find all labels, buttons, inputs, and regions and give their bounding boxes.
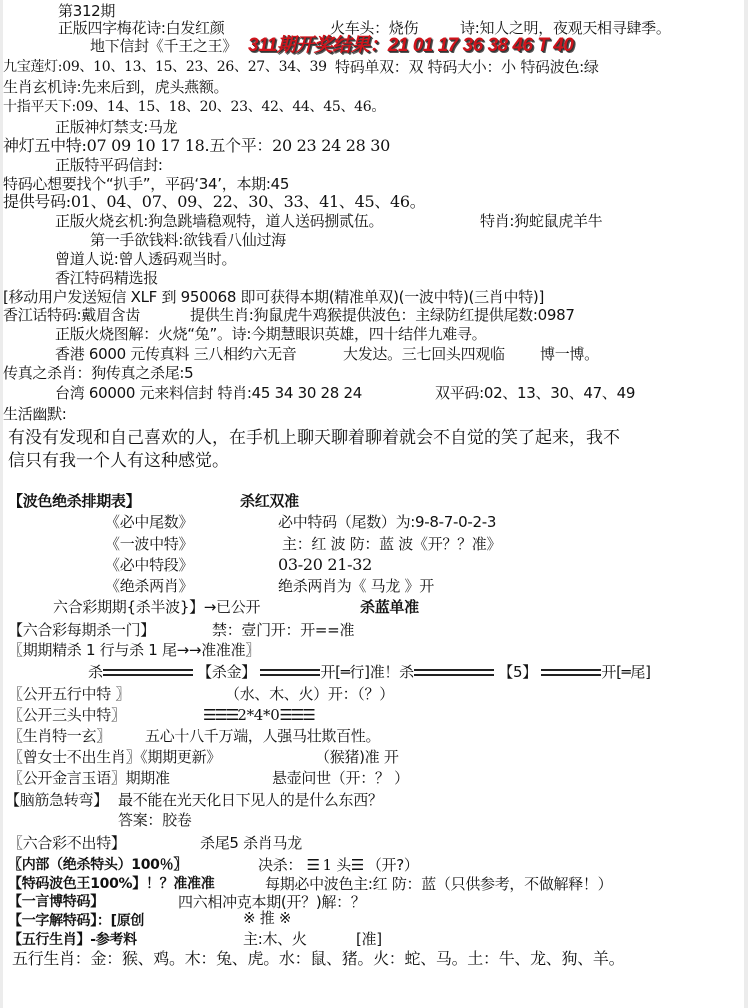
fire-mystery: 正版火烧玄机:狗急跳墙稳观特，道人送码捌贰伍。 — [55, 212, 384, 230]
double-line — [103, 669, 193, 676]
bar-icon: ☰☰☰ — [203, 706, 238, 724]
hk-fax-3: 博一博。 — [540, 345, 599, 363]
ms-zeng-value: （猴猪)准 开 — [315, 748, 399, 766]
open-element: 开[═行]准！杀 — [320, 663, 414, 681]
kill-two-label: 《绝杀两肖》 — [105, 577, 194, 595]
lamp-five-special: 神灯五中特:07 09 10 17 18.五个平：20 23 24 28 30 — [3, 136, 391, 155]
internal-kill-label: 〖内部（绝杀特头）100％〗 — [8, 857, 188, 873]
wave-kill-table-title: 【波色绝杀排期表】 — [8, 492, 141, 510]
plum-poem: 正版四字梅花诗:白发红颜 — [58, 19, 225, 37]
nine-lotus-numbers: 九宝莲灯:09、10、13、15、23、26、27、34、39 — [3, 59, 327, 75]
humor-title: 生活幽默: — [3, 405, 67, 423]
kill-gold: 【杀金】 — [197, 663, 256, 681]
internal-kill-row — [258, 856, 419, 874]
segment-label: 《必中特段》 — [105, 556, 194, 574]
kill-blue-single: 杀蓝单准 — [360, 598, 419, 616]
wave-king-label: 【特码波色王100%】！？准准准 — [8, 876, 215, 892]
three-heads-row — [203, 706, 314, 724]
no-special-label: 〖六合彩不出特】 — [8, 834, 126, 852]
fire-illustration: 正版火烧图解：火烧“兔”。诗:今期慧眼识英雄，四十结伴九难寻。 — [55, 325, 487, 343]
riddle-question: 最不能在光天化日下见人的是什么东西？ — [118, 791, 383, 809]
decisive-kill: 决杀： — [258, 856, 303, 874]
wave-value: 主：红 波 防：蓝 波《开？？准》 — [282, 535, 502, 553]
one-word-bet-label: 【一言博特码】 — [8, 894, 104, 910]
special-code-attributes: 特码单双：双 特码大小：小 特码波色:绿 — [335, 58, 599, 76]
kill-red-double: 杀红双准 — [240, 492, 299, 510]
five-elements-value: （水、木、火）开：（？） — [225, 685, 394, 703]
open-question: （开?） — [366, 856, 419, 874]
kill-two-value: 绝杀两肖为《 马龙 》开 — [278, 577, 434, 595]
special-zodiac: 特肖:狗蛇鼠虎羊牛 — [480, 212, 603, 230]
double-line — [260, 669, 320, 676]
tail-label: 《必中尾数》 — [105, 513, 194, 531]
three-heads-label: 〖公开三头中特〗 — [8, 706, 126, 724]
bar-icon: ☰☰☰ — [279, 706, 314, 724]
zodiac-mystery-label: 〖生肖特一玄〗 — [8, 727, 111, 745]
xiangjiang-title: 香江特码精选报 — [55, 269, 158, 287]
fax-kill-zodiac: 传真之杀肖：狗传真之杀尾:5 — [3, 364, 194, 382]
first-hand-material: 第一手欲钱料:欲钱看八仙过海 — [90, 231, 286, 249]
kill-one-door-value: 禁：壹门开：开==准 — [212, 621, 355, 639]
double-line — [541, 669, 601, 676]
draw-result-banner: 311期开奖结果：21 01 17 36 38 46 T 40 — [248, 35, 574, 56]
pickpocket-line: 特码心想要找个“扒手”，平码‘34’，本期:45 — [3, 175, 290, 193]
hk-fax-2: 大发达。三七回头四观临 — [343, 345, 505, 363]
riddle-label: 【脑筋急转弯】 — [5, 791, 108, 809]
kill-label: 杀 — [88, 663, 103, 681]
kill-element-tail: 〖期期精杀 1 行与杀 1 尾→→准准准〗 — [8, 641, 260, 659]
zodiac-mystery-value: 五心十八千万端，人强马壮欺百性。 — [145, 727, 381, 745]
ten-fingers-numbers: 十指平天下:09、14、15、18、20、23、42、44、45、46。 — [3, 99, 386, 115]
scrollbar-track[interactable] — [744, 0, 748, 1008]
xiangjiang-code: 香江话特码:戴眉含齿 — [3, 306, 141, 324]
wave-king-value: 每期必中波色主:红 防：蓝（只供参考，不做解释！） — [265, 875, 613, 893]
provided-numbers: 提供号码:01、04、07、09、22、30、33、41、45、46。 — [3, 192, 426, 211]
wave-label: 《一波中特》 — [105, 535, 194, 553]
kill-head-value: 1 头 — [322, 856, 351, 874]
bar-icon: ☰ — [306, 856, 319, 874]
provided-zodiac: 提供生肖:狗鼠虎牛鸡猴提供波色：主绿防红提供尾数:0987 — [190, 306, 575, 324]
no-special-value: 杀尾5 杀肖马龙 — [200, 834, 302, 852]
double-line — [414, 669, 494, 676]
kill-one-door-label: 【六合彩每期杀一门】 — [8, 621, 156, 639]
half-wave-label: 六合彩期期{杀半波}】→已公开 — [53, 598, 261, 616]
open-tail: 开[═尾] — [601, 663, 651, 681]
lamp-forbidden: 正版神灯禁支:马龙 — [55, 118, 178, 136]
five-element-zodiac-list: 五行生肖：金：猴、鸡。木：兔、虎。水：鼠、猪。火：蛇、马。土：牛、龙、狗、羊。 — [12, 949, 625, 968]
zeng-daoren-says: 曾道人说:曾人透码观当时。 — [55, 250, 237, 268]
three-heads-value: 2*4*0 — [237, 706, 280, 724]
segment-value: 03-20 21-32 — [278, 555, 373, 574]
humor-joke: 有没有发现和自己喜欢的人，在手机上聊天聊着聊着就会不自觉的笑了起来，我不信只有我一个人有这种感觉。 — [8, 428, 620, 471]
one-char-label: 【一字解特码】：[原创 — [8, 913, 145, 929]
sms-promo: [移动用户发送短信 XLF 到 950068 即可获得本期(精准单双)(一波中特)(三肖中特)] — [3, 288, 545, 306]
riddle-answer: 答案：胶卷 — [118, 811, 192, 829]
poem-line: 诗:知人之明，夜观天相寻肆季。 — [460, 19, 671, 37]
hk-fax-material: 香港 6000 元传真料 三八相约六无音 — [55, 345, 297, 363]
double-flat-codes: 双平码:02、13、30、47、49 — [435, 384, 636, 402]
five-element-zodiac-label: 【五行生肖】-参考料 — [8, 932, 137, 948]
one-word-bet-value: 四六相冲克本期(开？)解：？ — [178, 893, 366, 911]
accurate-bracket: [准] — [356, 930, 382, 948]
golden-words-label: 〖公开金言玉语〗期期准 — [8, 769, 170, 787]
golden-words-value: 悬壶问世（开：？ ） — [272, 769, 409, 787]
issue-number: 第312期 — [58, 2, 116, 20]
zodiac-poem: 生肖玄机诗:先来后到，虎头燕额。 — [3, 78, 229, 96]
kill-gold-row — [88, 663, 651, 681]
taiwan-envelope: 台湾 60000 元来料信封 特肖:45 34 30 28 24 — [55, 384, 362, 402]
underground-envelope: 地下信封《千王之王》 — [90, 37, 238, 55]
kill-five: 【5】 — [498, 663, 537, 681]
flat-code-envelope: 正版特平码信封: — [55, 156, 163, 174]
tail-value: 必中特码（尾数）为:9-8-7-0-2-3 — [278, 513, 497, 531]
main-wood-fire: 主:木、火 — [243, 930, 307, 948]
recommend-mark: ※ 推 ※ — [243, 909, 292, 927]
bar-icon: ☰ — [350, 856, 363, 874]
train-head: 火车头：烧伤 — [330, 19, 419, 37]
five-elements-label: 〖公开五行中特 〗 — [8, 685, 131, 703]
ms-zeng-label: 〖曾女士不出生肖〗《期期更新》 — [8, 748, 222, 766]
